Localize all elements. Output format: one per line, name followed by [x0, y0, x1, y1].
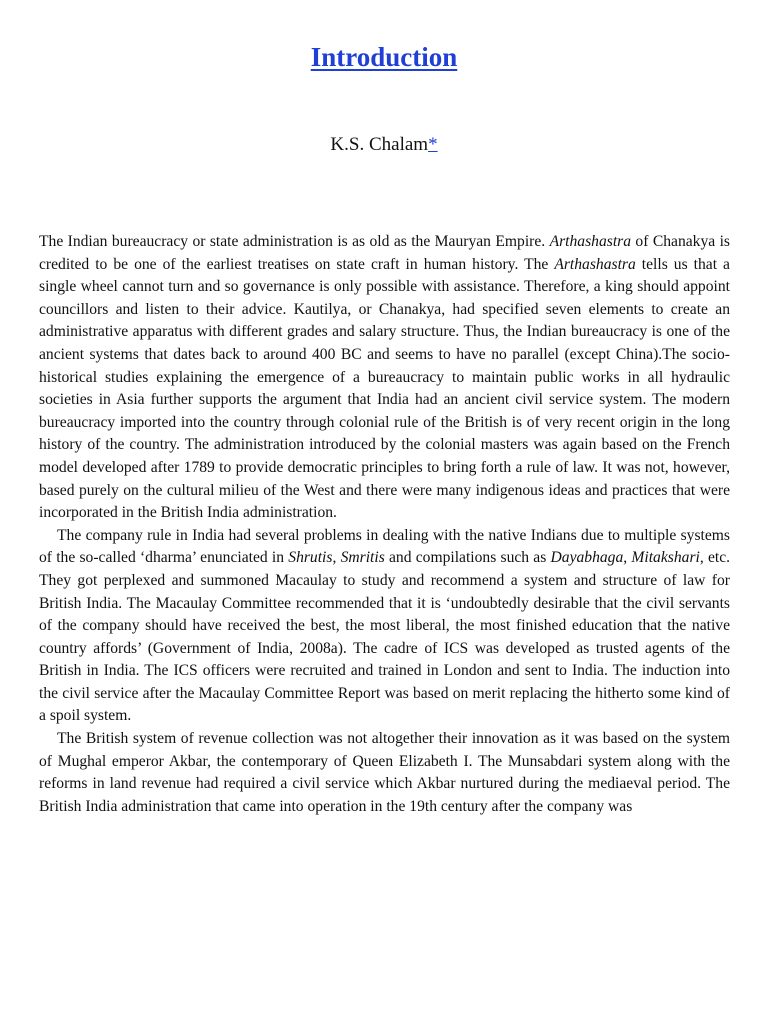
italic-term: Smritis	[340, 549, 385, 567]
paragraph	[39, 231, 730, 525]
text-run: The Indian bureaucracy or state administration is as old as the Mauryan Empire.	[39, 233, 550, 250]
body-text	[39, 231, 730, 818]
text-run: ,	[623, 549, 632, 567]
italic-term: Dayabhaga	[550, 549, 624, 567]
author-footnote-link[interactable]: *	[428, 134, 438, 155]
italic-term: Shrutis	[288, 549, 333, 567]
author-line	[0, 134, 768, 156]
text-run: The company rule in India had several problems in dealing with the native Indians due to multiple systems of the so-called ‘dharma’ enunciated in	[39, 526, 730, 567]
text-run: , etc. They got perplexed and summoned Macaulay to study and recommend a system and structure of law for British India. The Macaulay Committee recommended that it is ‘undoubtedly desirable that the civil servants of the company should have received the best, the most liberal, the most finished education that the native country affords’ (Government of India, 2008a). The cadre of ICS was developed as trusted agents of the British in India. The ICS officers were recruited and trained in London and sent to India. The induction into the civil service after the Macaulay Committee Report was based on merit replacing the hitherto some kind of a spoil system.	[39, 549, 731, 725]
text-run: of Chanakya is credited to be one of the earliest treatises on state craft in human history. The	[39, 233, 730, 273]
text-run: and compilations such as	[384, 549, 551, 567]
text-run: ,	[332, 549, 341, 567]
italic-term: Arthashastra	[549, 233, 632, 250]
italic-term: Arthashastra	[554, 255, 636, 273]
text-run: tells us that a single wheel cannot turn and so governance is only possible with assistance. Therefore, a king should appoint councillors and listen to their advice. Kautilya, or Chanakya, had specified seven elements to create an administrative apparatus with different grades and salary structure. Thus, the Indian bureaucracy is one of the ancient systems that dates back to around 400 BC and seems to have no parallel (except China).The socio-historical studies explaining the emergence of a bureaucracy to maintain public works in all hydraulic societies in Asia further supports the argument that India had an ancient civil service system. The modern bureaucracy imported into the country through colonial rule of the British is of very recent origin in the long history of the country. The administration introduced by the colonial masters was again based on the French model developed after 1789 to provide democratic principles to bring forth a rule of law. It was not, however, based purely on the cultural milieu of the West and there were many indigenous ideas and practices that were incorporated in the British India administration.	[39, 255, 730, 522]
italic-term: Mitakshari	[631, 549, 700, 567]
text-run: The British system of revenue collection was not altogether their innovation as it was based on the system of Mughal emperor Akbar, the contemporary of Queen Elizabeth I. The Munsabdari system along with the reforms in land revenue had required a civil service which Akbar nurtured during the mediaeval period. The British India administration that came into operation in the 19th century after the company was	[39, 730, 730, 815]
paragraph	[39, 525, 730, 728]
author-name: K.S. Chalam	[330, 134, 429, 155]
paragraph	[39, 728, 730, 818]
title-link[interactable]: Introduction	[310, 42, 458, 72]
page-title	[0, 42, 768, 73]
